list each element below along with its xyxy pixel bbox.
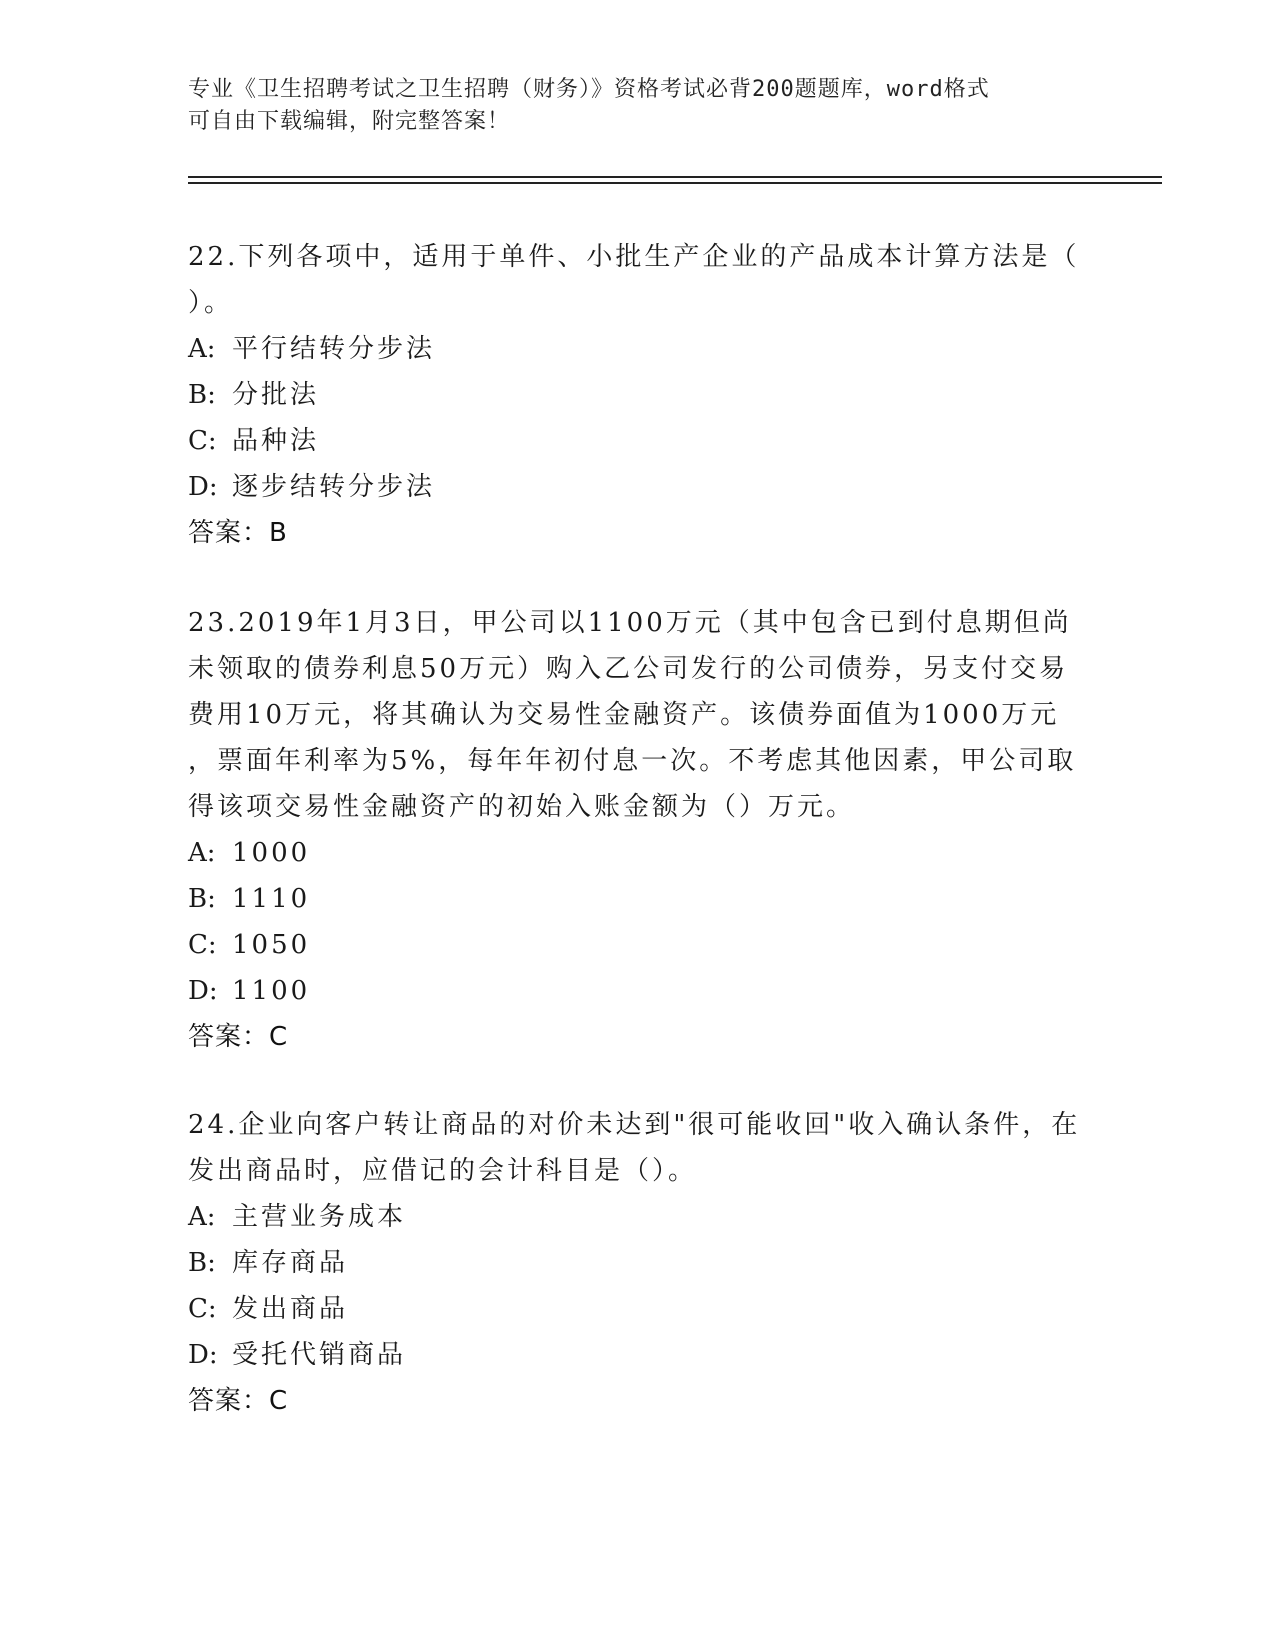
answer-line: 答案：C [188, 1386, 289, 1416]
option-text: 1000 [232, 838, 311, 868]
option-text: 受托代销商品 [232, 1340, 407, 1370]
option-c [188, 418, 1088, 464]
option-letter: B: [188, 380, 216, 410]
option-text: 平行结转分步法 [232, 334, 436, 364]
option-text: 1050 [232, 930, 311, 960]
question-text-line: 发出商品时，应借记的会计科目是（）。 [188, 1156, 698, 1186]
option-letter: D: [188, 472, 218, 502]
question-text-line: 23.2019年1月3日，甲公司以1100万元（其中包含已到付息期但尚 [188, 608, 1072, 638]
option-d [188, 1332, 1088, 1378]
question-text-line: ，票面年利率为5%，每年年初付息一次。不考虑其他因素，甲公司取 [188, 746, 1077, 776]
option-a [188, 1194, 1088, 1240]
question-text-line: ）。 [188, 288, 234, 318]
option-letter: A: [188, 334, 216, 364]
question-22 [188, 234, 1088, 556]
option-letter: D: [188, 1340, 218, 1370]
option-letter: C: [188, 426, 217, 456]
question-text-line: 未领取的债券利息50万元）购入乙公司发行的公司债券，另支付交易 [188, 654, 1069, 684]
option-text: 库存商品 [232, 1248, 349, 1278]
option-letter: A: [188, 1202, 216, 1232]
option-b [188, 372, 1088, 418]
answer-line: 答案：C [188, 1022, 289, 1052]
header-title-line-2: 可自由下载编辑，附完整答案！ [188, 109, 511, 134]
question-text-line: 22.下列各项中，适用于单件、小批生产企业的产品成本计算方法是（ [188, 242, 1080, 272]
option-letter: B: [188, 884, 216, 914]
option-letter: C: [188, 930, 217, 960]
option-c [188, 922, 1088, 968]
option-a [188, 326, 1088, 372]
option-b [188, 876, 1088, 922]
question-text-line: 24.企业向客户转让商品的对价未达到"很可能收回"收入确认条件，在 [188, 1110, 1081, 1140]
option-b [188, 1240, 1088, 1286]
option-text: 1100 [232, 976, 311, 1006]
answer-line: 答案：B [188, 518, 288, 548]
option-text: 分批法 [232, 380, 320, 410]
option-text: 1110 [232, 884, 311, 914]
option-a [188, 830, 1088, 876]
question-text-line: 得该项交易性金融资产的初始入账金额为（）万元。 [188, 792, 856, 822]
question-24 [188, 1102, 1088, 1424]
option-letter: A: [188, 838, 216, 868]
header-divider-top [188, 176, 1162, 178]
option-text: 品种法 [232, 426, 320, 456]
option-d [188, 464, 1088, 510]
option-letter: C: [188, 1294, 217, 1324]
option-text: 逐步结转分步法 [232, 472, 436, 502]
document-header [188, 74, 1068, 138]
option-text: 发出商品 [232, 1294, 349, 1324]
option-letter: B: [188, 1248, 216, 1278]
option-d [188, 968, 1088, 1014]
header-title-line-1: 专业《卫生招聘考试之卫生招聘（财务）》资格考试必背200题题库，word格式 [188, 77, 990, 102]
option-text: 主营业务成本 [232, 1202, 407, 1232]
question-23 [188, 600, 1088, 1060]
question-text-line: 费用10万元，将其确认为交易性金融资产。该债券面值为1000万元 [188, 700, 1060, 730]
option-c [188, 1286, 1088, 1332]
header-divider-bottom [188, 182, 1162, 184]
option-letter: D: [188, 976, 218, 1006]
